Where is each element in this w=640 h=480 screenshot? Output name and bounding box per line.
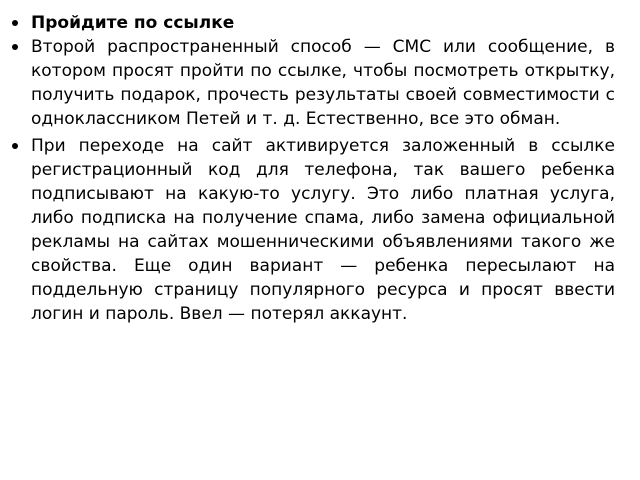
paragraph-text: При переходе на сайт активируется заложенный в ссылке регистрационный код для телефона, так вашего ребенка подписывают на какую-то услугу. Это либо платная услуга, либо подписка на получение спама, либо замена официальной рекламы на сайтах мошенническими объявлениями такого же свойства. Еще один вариант — ребенка пересылают на поддельную страницу популярного ресурса и просят ввести логин и пароль. Ввел — потерял аккаунт.: [31, 136, 615, 324]
paragraph-text: Второй распространенный способ — СМС или сообщение, в котором просят пройти по ссылке, чтобы посмотреть открытку, получить подарок, прочесть результаты своей совместимости с одноклассником Петей и т. д. Естественно, все это обман.: [31, 37, 615, 129]
bullet-dot-icon: [12, 143, 18, 149]
bullet-dot-icon: [12, 20, 18, 26]
bullet-item-paragraph-2: [12, 134, 615, 326]
heading-text: Пройдите по ссылке: [31, 13, 235, 33]
bullet-list: [12, 11, 615, 329]
bullet-dot-icon: [12, 44, 18, 50]
bullet-item-heading: [12, 11, 615, 35]
bullet-item-paragraph-1: [12, 35, 615, 131]
